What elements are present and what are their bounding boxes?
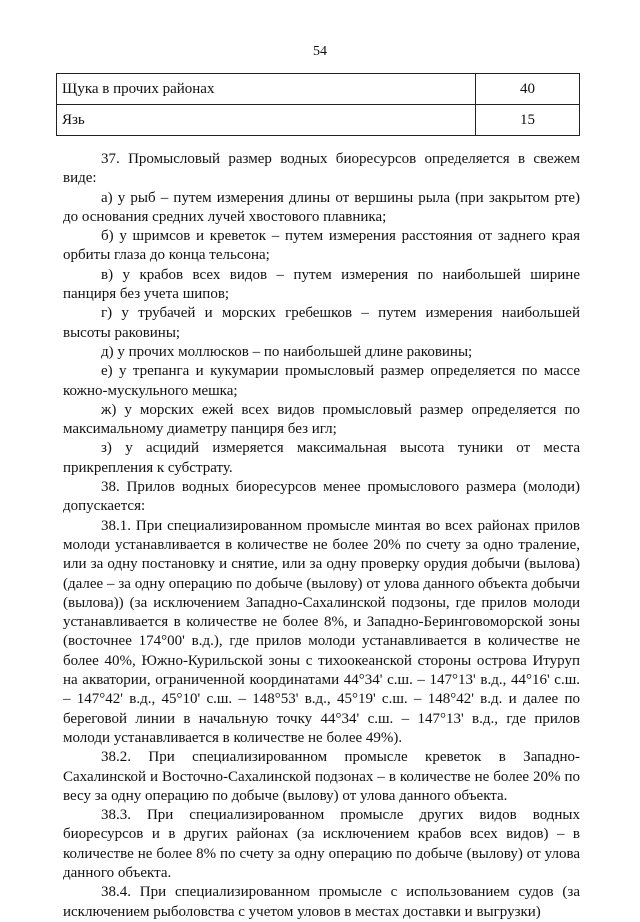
species-name-cell: Язь [57, 105, 476, 136]
species-name-cell: Щука в прочих районах [57, 74, 476, 105]
table-row [57, 74, 580, 105]
paragraph-37: 37. Промысловый размер водных биоресурсов определяется в свежем виде: [63, 151, 580, 187]
paragraph-37d: г) у трубачей и морских гребешков – путем измерения наибольшей высоты раковины; [63, 305, 580, 341]
paragraph-37f: е) у трепанга и кукумарии промысловый размер определяется по массе кожно-мускульного мешка; [63, 363, 580, 399]
table-row [57, 105, 580, 136]
paragraph-37h: з) у асцидий измеряется максимальная высота туники от места прикрепления к субстрату. [63, 440, 580, 476]
paragraph-37a: а) у рыб – путем измерения длины от вершины рыла (при закрытом рте) до основания средних лучей хвостового плавника; [63, 189, 580, 225]
paragraph-37c: в) у крабов всех видов – путем измерения по наибольшей ширине панциря без учета шипов; [63, 266, 580, 303]
page-number: 54 [313, 44, 327, 59]
paragraph-37g: ж) у морских ежей всех видов промысловый размер определяется по максимальному диаметру панциря без игл; [63, 401, 580, 438]
paragraph-37b: б) у шримсов и креветок – путем измерения расстояния от заднего края орбиты глаза до конца тельсона; [63, 228, 580, 264]
paragraph-38-4: 38.4. При специализированном промысле с использованием судов (за исключением рыболовства с учетом уловов в местах доставки и выгрузки) [63, 884, 580, 920]
species-size-table [56, 73, 580, 136]
paragraph-38-1: 38.1. При специализированном промысле минтая во всех районах прилов молоди устанавливается в количестве не более 20% по счету за одно траление, или за одну постановку и снятие, или за одну проверку орудия добычи (вылова) (далее – за одну операцию по добыче (вылову) от улова данного объекта добычи (вылова)) (за исключением Западно-Сахалинской подзоны, где прилов молоди устанавливается в количестве не более 8%, и Западно-Беринговоморской зоны (восточнее 174°00' в.д.), где прилов молоди устанавливается в количестве не более 40%, Южно-Курильской зоны с тихоокеанской стороны острова Итуруп на акватории, ограниченной координатами 44°34' с.ш. – 147°13' в.д., 44°16' с.ш. – 147°42' в.д., 45°10' с.ш. – 148°53' в.д., 45°19' с.ш. – 148°42' в.д. и далее по береговой линии в начальную точку 44°34' с.ш. – 147°13' в.д., где прилов молоди устанавливается в количестве не более 49%). [63, 517, 580, 746]
size-value-cell: 15 [476, 105, 580, 136]
paragraph-38-2: 38.2. При специализированном промысле креветок в Западно-Сахалинской и Восточно-Сахалинской подзонах – в количестве не более 20% по весу за одну операцию по добыче (вылову) от улова данного объекта. [63, 749, 580, 804]
paragraph-38-3: 38.3. При специализированном промысле других видов водных биоресурсов и в других районах (за исключением крабов всех видов) – в количестве не более 8% по счету за одну операцию по добыче (вылову) от улова данного объекта. [63, 807, 580, 881]
paragraph-38: 38. Прилов водных биоресурсов менее промыслового размера (молоди) допускается: [63, 479, 580, 515]
paragraph-37e: д) у прочих моллюсков – по наибольшей длине раковины; [101, 343, 473, 360]
size-value-cell: 40 [476, 74, 580, 105]
document-body [63, 150, 580, 922]
